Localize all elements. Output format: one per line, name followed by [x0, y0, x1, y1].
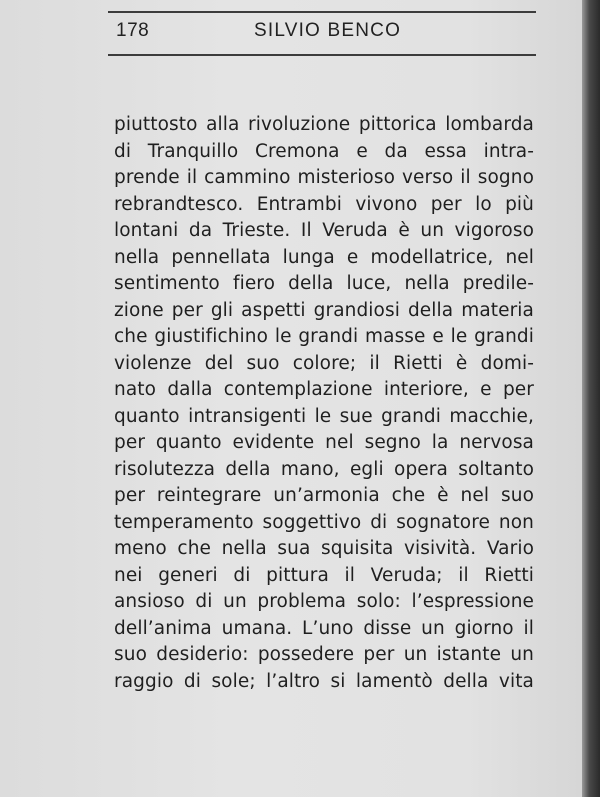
text-line: zione per gli aspetti grandiosi della materia — [114, 299, 534, 321]
text-line: nato dalla contemplazione interiore, e per — [114, 379, 534, 400]
text-line: piuttosto alla rivoluzione pittorica lombarda — [114, 114, 534, 135]
text-line: lontani da Trieste. Il Veruda è un vigoroso — [114, 220, 534, 241]
text-line: sentimento fiero della luce, nella predile- — [114, 273, 534, 294]
body-text — [114, 112, 534, 695]
text-line: risolutezza della mano, egli opera soltanto — [114, 458, 534, 480]
text-line: quanto intransigenti le sue grandi macchie, — [114, 405, 534, 427]
text-line: ansioso di un problema solo: l’espressione — [114, 591, 534, 612]
text-line: che giustifichino le grandi masse e le grandi — [114, 326, 534, 347]
text-line: per quanto evidente nel segno la nervosa — [114, 432, 534, 453]
text-line: di Tranquillo Cremona e da essa intra- — [114, 140, 534, 162]
text-line: violenze del suo colore; il Rietti è domi- — [114, 352, 534, 374]
page-number: 178 — [116, 20, 150, 41]
text-line: suo desiderio: possedere per un istante un — [114, 644, 534, 665]
text-line: temperamento soggettivo di sognatore non — [114, 511, 534, 533]
header-rule-top — [108, 11, 536, 13]
running-title: SILVIO BENCO — [254, 20, 402, 41]
text-line: nei generi di pittura il Veruda; il Rietti — [114, 564, 534, 586]
header-rule-bottom — [108, 54, 536, 56]
page-edge-shadow — [582, 0, 600, 797]
text-line: per reintegrare un’armonia che è nel suo — [114, 485, 534, 506]
text-line: rebrandtesco. Entrambi vivono per lo più — [114, 193, 534, 215]
text-line: nella pennellata lunga e modellatrice, nel — [114, 246, 534, 268]
text-line: dell’anima umana. L’uno disse un giorno il — [114, 617, 534, 639]
text-line: raggio di sole; l’altro si lamentò della vita — [114, 670, 534, 692]
text-line: meno che nella sua squisita visività. Vario — [114, 538, 534, 559]
text-line: prende il cammino misterioso verso il sogno — [114, 167, 534, 188]
